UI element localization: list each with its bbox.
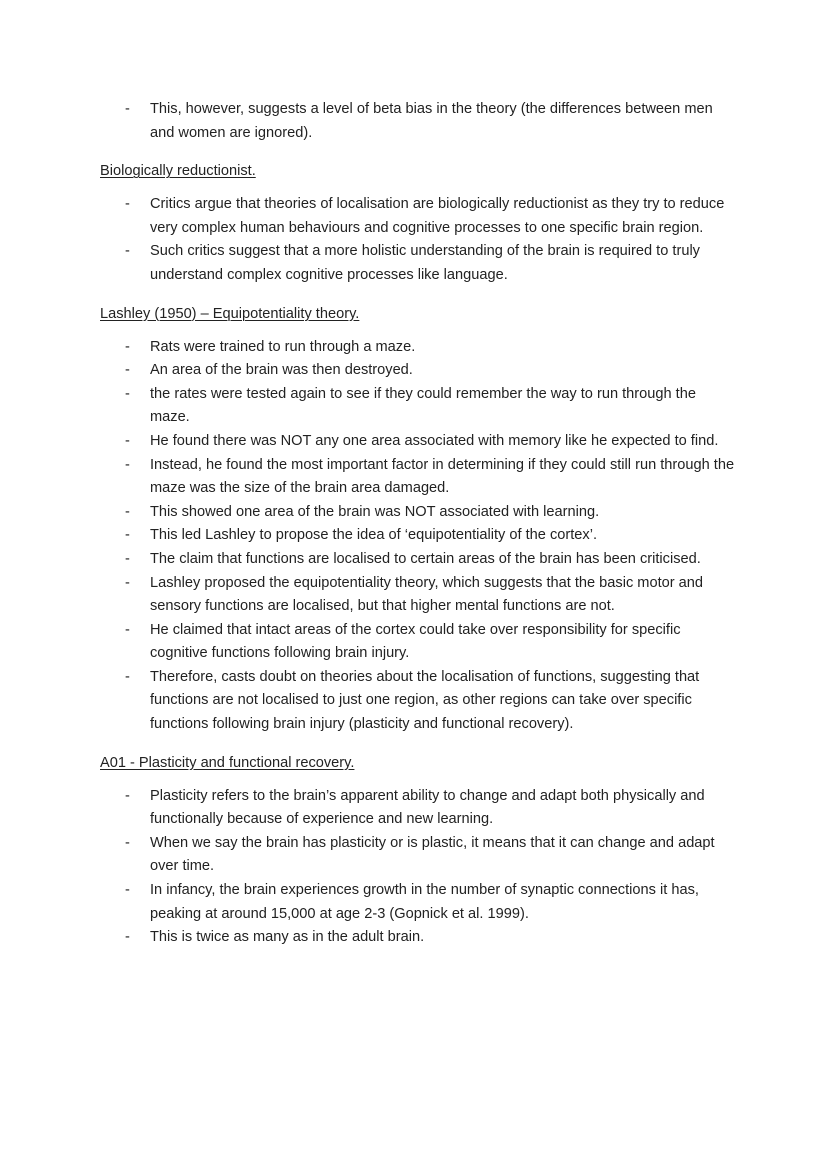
- dash-bullet: -: [125, 456, 130, 473]
- dash-bullet: -: [125, 385, 130, 402]
- dash-bullet: -: [125, 362, 130, 379]
- list-item: [100, 336, 738, 360]
- list-item-text: This, however, suggests a level of beta bias in the theory (the differences between men and women are ignored).: [150, 101, 713, 141]
- list-item-text: He found there was NOT any one area associated with memory like he expected to find.: [150, 432, 719, 449]
- dash-bullet: -: [125, 882, 130, 899]
- list-item-text: An area of the brain was then destroyed.: [150, 362, 413, 379]
- list-item-text: This is twice as many as in the adult brain.: [150, 929, 425, 946]
- list-item-text: Therefore, casts doubt on theories about the localisation of functions, suggesting that functions are not localised to just one region, as other regions can take over specific functions following brain injury (plasticity and functional recovery).: [150, 668, 700, 733]
- section-heading-biologically-reductionist: Biologically reductionist.: [100, 163, 256, 180]
- bullet-list-beta-bias: [100, 98, 738, 145]
- list-item: [100, 193, 738, 240]
- list-item-text: Rats were trained to run through a maze.: [150, 338, 416, 355]
- dash-bullet: -: [125, 243, 130, 260]
- list-item: [100, 359, 738, 383]
- dash-bullet: -: [125, 101, 130, 117]
- list-item: [100, 98, 738, 145]
- dash-bullet: -: [125, 432, 130, 449]
- list-item-text: This led Lashley to propose the idea of ‘equipotentiality of the cortex’.: [150, 527, 598, 544]
- bullet-list-reductionist: [100, 193, 738, 287]
- list-item: [100, 524, 738, 548]
- list-item: [100, 430, 738, 454]
- list-item-text: When we say the brain has plasticity or is plastic, it means that it can change and adapt over time.: [150, 834, 715, 875]
- list-item: [100, 832, 738, 879]
- dash-bullet: -: [125, 196, 130, 213]
- list-item-text: The claim that functions are localised to certain areas of the brain has been criticised.: [150, 550, 701, 567]
- list-item: [100, 454, 738, 501]
- dash-bullet: -: [125, 668, 130, 685]
- dash-bullet: -: [125, 503, 130, 520]
- list-item: [100, 619, 738, 666]
- list-item-text: Plasticity refers to the brain’s apparent ability to change and adapt both physically and functionally because of experience and new learning.: [150, 787, 705, 828]
- bullet-list-lashley: [100, 336, 738, 737]
- dash-bullet: -: [125, 929, 130, 946]
- list-item: [100, 383, 738, 430]
- list-item-text: This showed one area of the brain was NOT associated with learning.: [150, 503, 600, 520]
- section-heading-lashley: Lashley (1950) – Equipotentiality theory.: [100, 305, 360, 322]
- list-item: [100, 501, 738, 525]
- list-item: [100, 572, 738, 619]
- dash-bullet: -: [125, 787, 130, 804]
- list-item-text: Lashley proposed the equipotentiality theory, which suggests that the basic motor and sensory functions are localised, but that higher mental functions are not.: [150, 574, 704, 615]
- section-heading-plasticity: A01 - Plasticity and functional recovery.: [100, 754, 355, 771]
- dash-bullet: -: [125, 338, 130, 355]
- bullet-list-plasticity: [100, 785, 738, 950]
- dash-bullet: -: [125, 550, 130, 567]
- list-item: [100, 548, 738, 572]
- list-item: [100, 926, 738, 950]
- list-item: [100, 666, 738, 737]
- list-item-text: Instead, he found the most important factor in determining if they could still run through the maze was the size of the brain area damaged.: [150, 456, 735, 497]
- dash-bullet: -: [125, 621, 130, 638]
- list-item: [100, 785, 738, 832]
- dash-bullet: -: [125, 527, 130, 544]
- dash-bullet: -: [125, 834, 130, 851]
- list-item-text: Critics argue that theories of localisation are biologically reductionist as they try to reduce very complex human behaviours and cognitive processes to one specific brain region.: [150, 196, 725, 236]
- list-item: [100, 240, 738, 287]
- list-item-text: the rates were tested again to see if they could remember the way to run through the maze.: [150, 385, 696, 426]
- list-item-text: Such critics suggest that a more holistic understanding of the brain is required to truly understand complex cognitive processes like language.: [150, 243, 700, 283]
- list-item: [100, 879, 738, 926]
- dash-bullet: -: [125, 574, 130, 591]
- list-item-text: He claimed that intact areas of the cortex could take over responsibility for specific cognitive functions following brain injury.: [150, 621, 681, 662]
- list-item-text: In infancy, the brain experiences growth in the number of synaptic connections it has, peaking at around 15,000 at age 2-3 (Gopnick et al. 1999).: [150, 882, 699, 922]
